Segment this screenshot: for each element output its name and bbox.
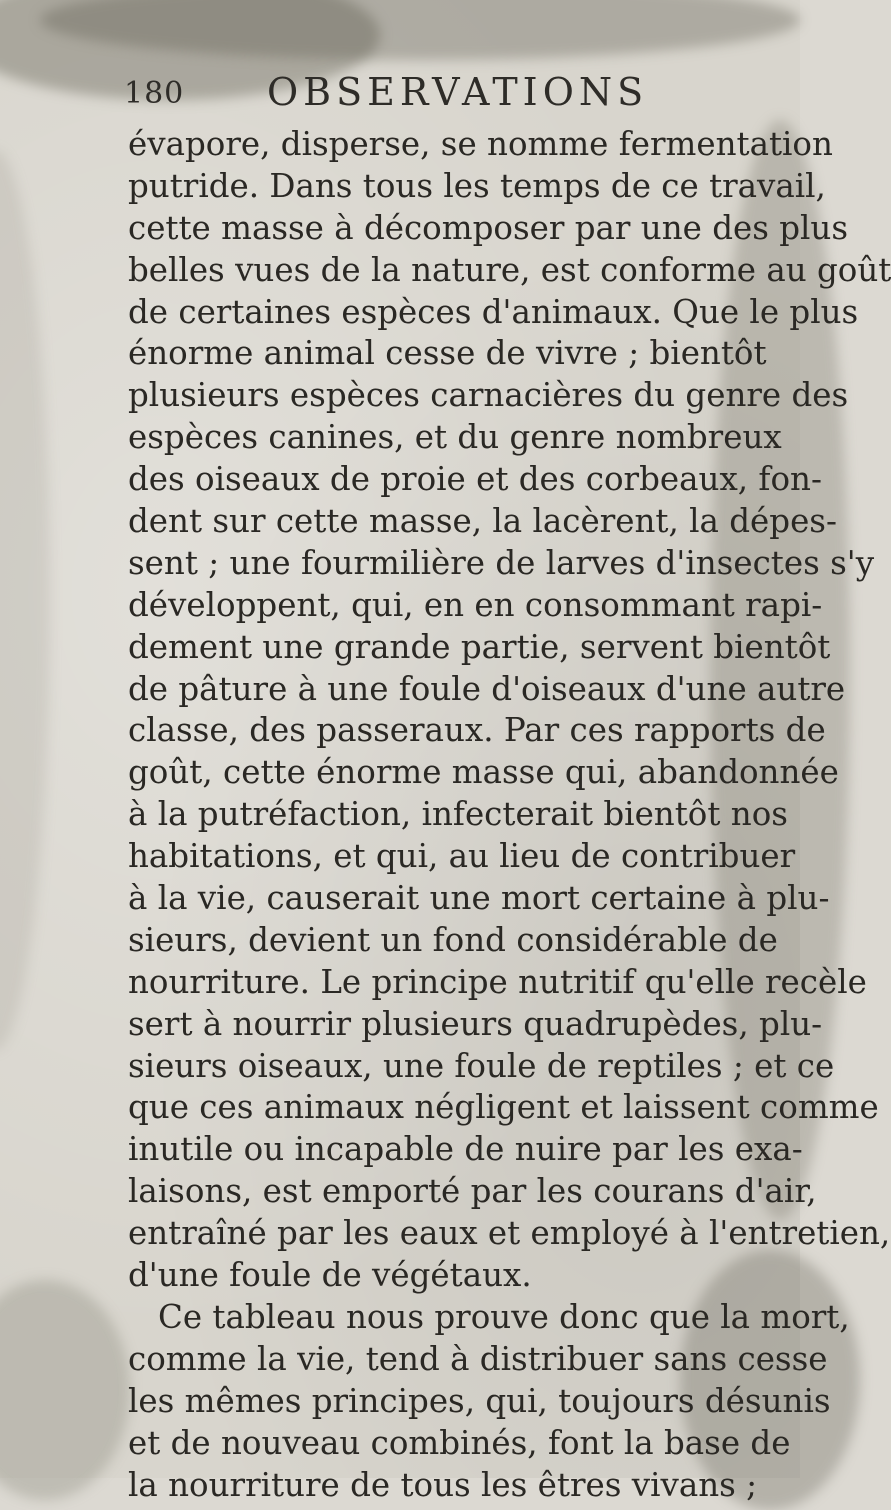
text-line: de certaines espèces d'animaux. Que le plus [128, 292, 859, 331]
text-line: nourriture. Le principe nutritif qu'elle recèle [128, 962, 867, 1001]
text-line: d'une foule de végétaux. [128, 1256, 532, 1295]
text-line: Ce tableau nous prouve donc que la mort, [158, 1297, 850, 1336]
text-line: dement une grande partie, servent bientôt [128, 627, 831, 666]
page-stain [0, 1280, 130, 1500]
text-line: que ces animaux négligent et laissent comme [128, 1088, 879, 1127]
text-line: comme la vie, tend à distribuer sans cesse [128, 1339, 828, 1378]
text-line: cette masse à décomposer par une des plus [128, 208, 849, 247]
text-line: inutile ou incapable de nuire par les exa- [128, 1130, 803, 1169]
text-line: classe, des passeraux. Par ces rapports de [128, 711, 826, 750]
page-stain [0, 150, 50, 1050]
text-line: à la putréfaction, infecterait bientôt nos [128, 795, 788, 834]
text-line: de pâture à une foule d'oiseaux d'une autre [128, 669, 846, 708]
text-line: sieurs oiseaux, une foule de reptiles ; et ce [128, 1046, 835, 1085]
text-line: habitations, et qui, au lieu de contribuer [128, 837, 796, 876]
running-head: OBSERVATIONS [267, 70, 649, 114]
text-line: entraîné par les eaux et employé à l'entretien, [128, 1214, 891, 1253]
text-line: sent ; une fourmilière de larves d'insectes s'y [128, 543, 875, 582]
text-line: évapore, disperse, se nomme fermentation [128, 125, 833, 163]
text-line: sieurs, devient un fond considérable de [128, 920, 778, 959]
text-line: laisons, est emporté par les courans d'air, [128, 1172, 817, 1211]
text-line: belles vues de la nature, est conforme au goût [128, 250, 891, 289]
text-line: putride. Dans tous les temps de ce travail, [128, 166, 826, 205]
text-line: à la vie, causerait une mort certaine à plu- [128, 879, 830, 918]
text-line: et de nouveau combinés, font la base de [128, 1423, 791, 1462]
text-line: goût, cette énorme masse qui, abandonnée [128, 753, 839, 792]
text-line: dent sur cette masse, la lacèrent, la dépes- [128, 502, 837, 541]
text-line: des oiseaux de proie et des corbeaux, fon- [128, 460, 822, 499]
text-line: énorme animal cesse de vivre ; bientôt [128, 334, 767, 373]
text-line: espèces canines, et du genre nombreux [128, 418, 782, 457]
page-number: 180 [124, 76, 185, 111]
text-line: sert à nourrir plusieurs quadrupèdes, plu- [128, 1004, 823, 1043]
body-text [128, 124, 891, 1506]
text-line: développent, qui, en en consommant rapi- [128, 585, 823, 624]
text-line: plusieurs espèces carnacières du genre des [128, 376, 849, 415]
text-line: la nourriture de tous les êtres vivans ; [128, 1465, 758, 1504]
text-line: les mêmes principes, qui, toujours désunis [128, 1381, 831, 1420]
